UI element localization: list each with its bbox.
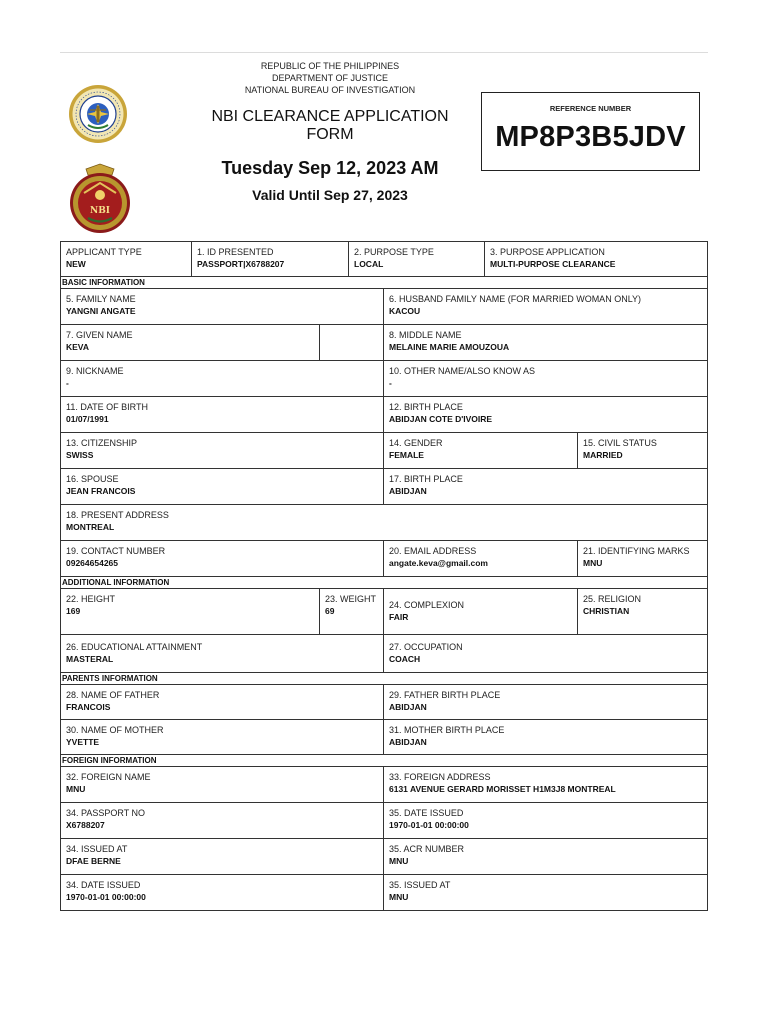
field-occupation: 27. OCCUPATION COACH — [389, 642, 463, 664]
top-divider — [60, 52, 708, 53]
field-email-address: 20. EMAIL ADDRESS angate.keva@gmail.com — [384, 541, 578, 576]
form-row-application — [60, 241, 708, 277]
field-id-presented: 1. ID PRESENTED PASSPORT|X6788207 — [192, 242, 349, 276]
form-row-mother — [60, 720, 708, 755]
field-middle-name: 8. MIDDLE NAME MELAINE MARIE AMOUZOUA — [389, 330, 510, 352]
reference-number: MP8P3B5JDV — [495, 121, 686, 153]
field-acr-issued-at: 35. ISSUED AT MNU — [389, 880, 451, 902]
form-row-nickname — [60, 361, 708, 397]
field-father-name: 28. NAME OF FATHER FRANCOIS — [61, 685, 384, 719]
field-issued-at: 34. ISSUED AT DFAE BERNE — [61, 839, 384, 874]
form-row-address — [60, 505, 708, 541]
nbi-seal-icon — [68, 163, 132, 237]
field-nickname: 9. NICKNAME - — [61, 361, 384, 396]
field-citizenship: 13. CITIZENSHIP SWISS — [61, 433, 384, 468]
form-row-passport — [60, 803, 708, 839]
field-family-name: 5. FAMILY NAME YANGNI ANGATE — [61, 289, 384, 324]
form-title — [190, 108, 470, 144]
form-row-given-name — [60, 325, 708, 361]
form-row-physical — [60, 589, 708, 635]
form-title-line1: NBI CLEARANCE APPLICATION — [211, 108, 449, 125]
field-spouse: 16. SPOUSE JEAN FRANCOIS — [61, 469, 384, 504]
form-row-education — [60, 635, 708, 673]
field-purpose-type: 2. PURPOSE TYPE LOCAL — [349, 242, 485, 276]
field-weight: 23. WEIGHT 69 — [320, 589, 384, 634]
field-passport-date-issued: 35. DATE ISSUED 1970-01-01 00:00:00 — [389, 808, 469, 830]
form-row-citizenship — [60, 433, 708, 469]
field-acr-number: 35. ACR NUMBER MNU — [389, 844, 465, 866]
field-blank — [320, 325, 384, 360]
field-passport-no: 34. PASSPORT NO X6788207 — [61, 803, 384, 838]
field-mother-birth-place: 31. MOTHER BIRTH PLACE ABIDJAN — [389, 725, 505, 747]
section-foreign-information: FOREIGN INFORMATION — [60, 755, 708, 767]
form-row-spouse — [60, 469, 708, 505]
field-foreign-address: 33. FOREIGN ADDRESS 6131 AVENUE GERARD MORISSET H1M3J8 MONTREAL — [389, 772, 616, 794]
form-row-names — [60, 289, 708, 325]
field-mother-name: 30. NAME OF MOTHER YVETTE — [61, 720, 384, 754]
reference-number-box — [481, 92, 700, 171]
section-parents-information: PARENTS INFORMATION — [60, 673, 708, 685]
form-row-contact — [60, 541, 708, 577]
section-basic-information: BASIC INFORMATION — [60, 277, 708, 289]
field-educational-attainment: 26. EDUCATIONAL ATTAINMENT MASTERAL — [61, 635, 384, 672]
field-religion: 25. RELIGION CHRISTIAN — [583, 594, 642, 616]
field-gender: 14. GENDER FEMALE — [384, 433, 578, 468]
field-complexion: 24. COMPLEXION FAIR — [384, 589, 578, 634]
form-row-issued-at — [60, 839, 708, 875]
section-additional-information: ADDITIONAL INFORMATION — [60, 577, 708, 589]
field-identifying-marks: 21. IDENTIFYING MARKS MNU — [583, 546, 690, 568]
application-form — [60, 241, 708, 911]
field-spouse-birth-place: 17. BIRTH PLACE ABIDJAN — [389, 474, 463, 496]
field-husband-family-name: 6. HUSBAND FAMILY NAME (FOR MARRIED WOMAN ONLY) KACOU — [389, 294, 642, 316]
agency-line-department: DEPARTMENT OF JUSTICE — [271, 73, 388, 83]
agency-line-bureau: NATIONAL BUREAU OF INVESTIGATION — [244, 85, 416, 95]
field-birth-place: 12. BIRTH PLACE ABIDJAN COTE D'IVOIRE — [389, 402, 493, 424]
field-date-of-birth: 11. DATE OF BIRTH 01/07/1991 — [61, 397, 384, 432]
agency-line-republic: REPUBLIC OF THE PHILIPPINES — [260, 61, 400, 71]
field-acr-date-issued: 34. DATE ISSUED 1970-01-01 00:00:00 — [61, 875, 384, 910]
application-date: Tuesday Sep 12, 2023 AM — [221, 158, 439, 178]
valid-until: Valid Until Sep 27, 2023 — [252, 187, 408, 203]
field-purpose-application: 3. PURPOSE APPLICATION MULTI-PURPOSE CLEARANCE — [490, 247, 616, 269]
field-other-name: 10. OTHER NAME/ALSO KNOW AS - — [389, 366, 536, 388]
form-row-acr — [60, 875, 708, 911]
form-title-line2: FORM — [306, 126, 354, 143]
form-row-father — [60, 685, 708, 720]
svg-text:NBI: NBI — [89, 206, 111, 216]
field-height: 22. HEIGHT 169 — [61, 589, 320, 634]
field-applicant-type: APPLICANT TYPE NEW — [61, 242, 192, 276]
form-row-foreign — [60, 767, 708, 803]
reference-number-label: REFERENCE NUMBER — [549, 104, 632, 113]
field-father-birth-place: 29. FATHER BIRTH PLACE ABIDJAN — [389, 690, 501, 712]
field-foreign-name: 32. FOREIGN NAME MNU — [61, 767, 384, 802]
field-contact-number: 19. CONTACT NUMBER 09264654265 — [61, 541, 384, 576]
field-given-name: 7. GIVEN NAME KEVA — [61, 325, 320, 360]
doj-seal-icon — [68, 84, 128, 144]
field-civil-status: 15. CIVIL STATUS MARRIED — [583, 438, 657, 460]
form-row-birth — [60, 397, 708, 433]
field-present-address: 18. PRESENT ADDRESS MONTREAL — [66, 510, 169, 532]
